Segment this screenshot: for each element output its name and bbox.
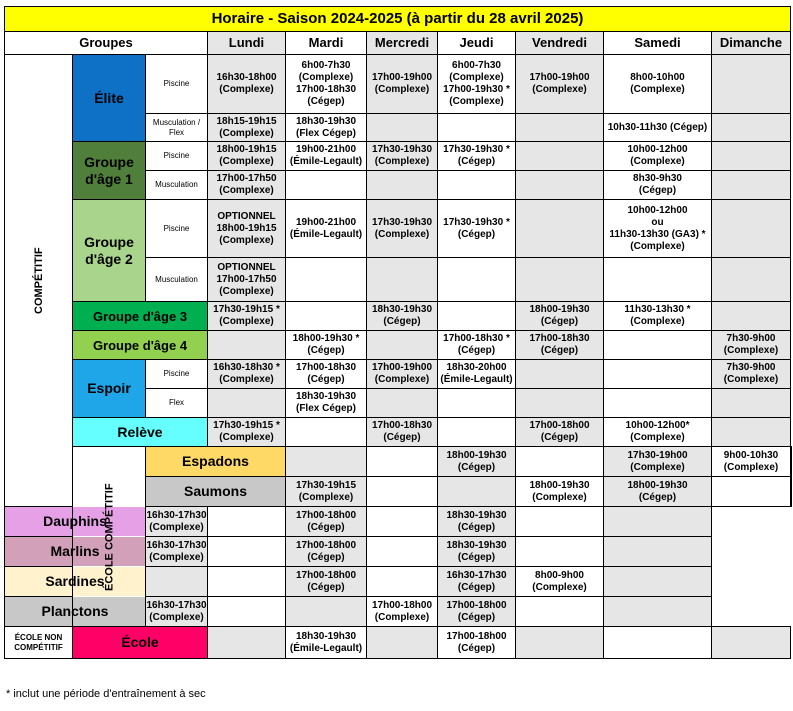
schedule-cell: 10h00-12h00* (Complexe) <box>604 418 712 447</box>
group-elite: Élite <box>73 55 146 142</box>
schedule-cell: 16h30-17h30 (Complexe) <box>146 597 208 627</box>
schedule-cell: 17h30-19h15 * (Complexe) <box>208 302 286 331</box>
schedule-cell: 19h00-21h00 (Émile-Legault) <box>286 200 367 258</box>
schedule-cell <box>604 597 712 627</box>
schedule-cell <box>712 477 791 507</box>
schedule-cell: 17h00-18h30 (Cégep) <box>516 331 604 360</box>
schedule-cell <box>286 418 367 447</box>
group-planctons: Planctons <box>5 597 146 627</box>
schedule-cell: 7h30-9h00 (Complexe) <box>712 360 791 389</box>
schedule-cell <box>367 477 438 507</box>
row-ga1-piscine <box>5 142 792 171</box>
schedule-cell <box>712 200 791 258</box>
subgroup-piscine: Piscine <box>146 200 208 258</box>
schedule-cell <box>712 55 791 114</box>
schedule-cell <box>604 507 712 537</box>
group-dauphins: Dauphins <box>5 507 146 537</box>
schedule-cell: 18h30-19h30 (Cégep) <box>367 302 438 331</box>
schedule-cell: 17h30-19h15 (Complexe) <box>286 477 367 507</box>
schedule-cell: 17h00-19h00 (Complexe) <box>516 55 604 114</box>
schedule-cell: 18h15-19h15 (Complexe) <box>208 114 286 142</box>
schedule-cell <box>367 507 438 537</box>
schedule-cell <box>712 302 791 331</box>
schedule-cell: 8h00-9h00 (Complexe) <box>516 567 604 597</box>
header-day: Jeudi <box>438 32 516 55</box>
schedule-cell: 17h00-18h00 (Cégep) <box>286 567 367 597</box>
schedule-cell <box>208 537 286 567</box>
schedule-cell <box>516 627 604 659</box>
schedule-cell: 18h00-19h30 (Cégep) <box>438 447 516 477</box>
schedule-cell <box>712 114 791 142</box>
schedule-cell <box>516 114 604 142</box>
schedule-cell <box>208 389 286 418</box>
schedule-cell <box>367 627 438 659</box>
schedule-cell: 10h00-12h00 ou 11h30-13h30 (GA3) * (Complexe) <box>604 200 712 258</box>
schedule-cell <box>712 418 791 447</box>
schedule-cell <box>438 418 516 447</box>
row-espadons <box>5 447 792 477</box>
group-age-4: Groupe d'âge 4 <box>73 331 208 360</box>
schedule-cell: 8h30-9h30 (Cégep) <box>604 171 712 200</box>
subgroup-piscine: Piscine <box>146 55 208 114</box>
schedule-cell <box>286 302 367 331</box>
schedule-cell <box>286 447 367 477</box>
row-espoir-piscine <box>5 360 792 389</box>
category-competitif: COMPÉTITIF <box>5 55 73 507</box>
schedule-cell: 18h00-19h30 (Cégep) <box>604 477 712 507</box>
schedule-cell <box>367 389 438 418</box>
group-espoir: Espoir <box>73 360 146 418</box>
schedule-cell <box>604 389 712 418</box>
schedule-cell: 17h00-18h00 (Cégep) <box>286 537 367 567</box>
schedule-cell: 10h00-12h00 (Complexe) <box>604 142 712 171</box>
schedule-cell: 18h00-19h30 (Cégep) <box>516 302 604 331</box>
schedule-cell <box>604 360 712 389</box>
group-espadons: Espadons <box>146 447 286 477</box>
subgroup-musculation: Musculation <box>146 258 208 302</box>
group-age-2: Groupe d'âge 2 <box>73 200 146 302</box>
schedule-cell <box>604 331 712 360</box>
schedule-cell <box>712 171 791 200</box>
schedule-cell <box>516 258 604 302</box>
schedule-cell: 17h30-19h30 (Complexe) <box>367 142 438 171</box>
schedule-cell <box>438 258 516 302</box>
schedule-cell: 18h30-19h30 (Flex Cégep) <box>286 114 367 142</box>
schedule-cell: 17h00-18h00 (Complexe) <box>367 597 438 627</box>
schedule-cell <box>604 258 712 302</box>
schedule-cell <box>516 142 604 171</box>
group-marlins: Marlins <box>5 537 146 567</box>
schedule-cell: 18h30-19h30 (Émile-Legault) <box>286 627 367 659</box>
header-day: Dimanche <box>712 32 791 55</box>
schedule-cell: 16h30-17h30 (Complexe) <box>146 507 208 537</box>
schedule-cell: 16h30-17h30 (Cégep) <box>438 567 516 597</box>
schedule-cell: 16h30-18h30 * (Complexe) <box>208 360 286 389</box>
schedule-cell <box>367 331 438 360</box>
schedule-cell: 17h00-18h30 (Cégep) <box>367 418 438 447</box>
schedule-cell <box>791 477 792 507</box>
row-elite-piscine <box>5 55 792 114</box>
schedule-cell <box>208 627 286 659</box>
schedule-cell: 18h00-19h30 * (Cégep) <box>286 331 367 360</box>
subgroup-piscine: Piscine <box>146 360 208 389</box>
schedule-cell: 10h30-11h30 (Cégep) <box>604 114 712 142</box>
schedule-cell: 7h30-9h00 (Complexe) <box>712 331 791 360</box>
schedule-cell <box>208 597 286 627</box>
schedule-cell <box>516 171 604 200</box>
schedule-cell: 17h30-19h15 * (Complexe) <box>208 418 286 447</box>
schedule-cell <box>438 171 516 200</box>
schedule-cell <box>438 302 516 331</box>
schedule-cell: 17h30-19h30 (Complexe) <box>367 200 438 258</box>
schedule-cell <box>286 597 367 627</box>
schedule-cell <box>516 537 604 567</box>
group-age-3: Groupe d'âge 3 <box>73 302 208 331</box>
row-ecole <box>5 627 792 659</box>
schedule-cell <box>208 331 286 360</box>
schedule-cell: 8h00-10h00 (Complexe) <box>604 55 712 114</box>
schedule-cell: 9h00-10h30 (Complexe) <box>712 447 791 477</box>
schedule-cell: 18h00-19h15 (Complexe) <box>208 142 286 171</box>
schedule-cell <box>604 567 712 597</box>
schedule-cell <box>516 389 604 418</box>
group-releve: Relève <box>73 418 208 447</box>
category-ecole-non-competitif: ÉCOLE NON COMPÉTITIF <box>5 627 73 659</box>
schedule-cell: 16h30-17h30 (Complexe) <box>146 537 208 567</box>
schedule-cell <box>516 447 604 477</box>
schedule-cell <box>367 537 438 567</box>
schedule-cell <box>516 507 604 537</box>
row-releve <box>5 418 792 447</box>
schedule-cell: 17h00-18h00 (Cégep) <box>438 597 516 627</box>
schedule-cell: OPTIONNEL 17h00-17h50 (Complexe) <box>208 258 286 302</box>
schedule-cell: 6h00-7h30 (Complexe) 17h00-18h30 (Cégep) <box>286 55 367 114</box>
header-day: Vendredi <box>516 32 604 55</box>
schedule-cell: 17h00-18h00 (Cégep) <box>438 627 516 659</box>
schedule-cell <box>367 114 438 142</box>
schedule-table <box>4 6 792 659</box>
schedule-cell: 19h00-21h00 (Émile-Legault) <box>286 142 367 171</box>
category-ecole-competitif: ÉCOLE COMPÉTITIF <box>73 447 146 627</box>
schedule-cell: 17h00-18h30 (Cégep) <box>286 360 367 389</box>
schedule-cell: 17h00-17h50 (Complexe) <box>208 171 286 200</box>
schedule-cell <box>712 142 791 171</box>
schedule-cell <box>286 258 367 302</box>
schedule-cell: 17h30-19h00 (Complexe) <box>604 447 712 477</box>
schedule-cell <box>146 567 208 597</box>
header-groups: Groupes <box>5 32 208 55</box>
schedule-cell: 17h00-19h00 (Complexe) <box>367 360 438 389</box>
header-day: Mercredi <box>367 32 438 55</box>
schedule-cell <box>516 360 604 389</box>
footnote: * inclut une période d'entraînement à sec <box>6 688 206 700</box>
schedule-cell: 17h00-19h00 (Complexe) <box>367 55 438 114</box>
schedule-cell <box>208 567 286 597</box>
schedule-cell <box>516 597 604 627</box>
schedule-cell <box>516 200 604 258</box>
row-ga4 <box>5 331 792 360</box>
group-ecole: École <box>73 627 208 659</box>
schedule-cell <box>367 171 438 200</box>
subgroup-flex: Flex <box>146 389 208 418</box>
row-ga3 <box>5 302 792 331</box>
schedule-cell <box>208 507 286 537</box>
group-sardines: Sardines <box>5 567 146 597</box>
schedule-cell: 18h30-20h00 (Émile-Legault) <box>438 360 516 389</box>
schedule-cell <box>367 258 438 302</box>
schedule-cell: 11h30-13h30 * (Complexe) <box>604 302 712 331</box>
row-ga2-piscine <box>5 200 792 258</box>
schedule-cell <box>438 389 516 418</box>
schedule-cell: 18h30-19h30 (Cégep) <box>438 537 516 567</box>
schedule-cell: OPTIONNEL 18h00-19h15 (Complexe) <box>208 200 286 258</box>
group-age-1: Groupe d'âge 1 <box>73 142 146 200</box>
schedule-cell <box>438 477 516 507</box>
schedule-cell: 18h30-19h30 (Cégep) <box>438 507 516 537</box>
schedule-title: Horaire - Saison 2024-2025 (à partir du 28 avril 2025) <box>5 7 791 32</box>
schedule-cell: 17h00-18h30 * (Cégep) <box>438 331 516 360</box>
schedule-cell: 17h00-18h00 (Cégep) <box>516 418 604 447</box>
subgroup-piscine: Piscine <box>146 142 208 171</box>
schedule-cell <box>712 627 791 659</box>
schedule-cell <box>712 258 791 302</box>
schedule-cell <box>604 627 712 659</box>
subgroup-musculation-flex: Musculation / Flex <box>146 114 208 142</box>
schedule-cell: 16h30-18h00 (Complexe) <box>208 55 286 114</box>
schedule-cell <box>438 114 516 142</box>
subgroup-musculation: Musculation <box>146 171 208 200</box>
schedule-cell <box>367 447 438 477</box>
schedule-cell <box>791 447 792 477</box>
schedule-cell: 6h00-7h30 (Complexe) 17h00-19h30 * (Complexe) <box>438 55 516 114</box>
group-saumons: Saumons <box>146 477 286 507</box>
schedule-cell: 17h00-18h00 (Cégep) <box>286 507 367 537</box>
header-day: Lundi <box>208 32 286 55</box>
schedule-cell: 17h30-19h30 * (Cégep) <box>438 200 516 258</box>
schedule-cell: 18h30-19h30 (Flex Cégep) <box>286 389 367 418</box>
header-day: Samedi <box>604 32 712 55</box>
schedule-cell: 18h00-19h30 (Complexe) <box>516 477 604 507</box>
header-day: Mardi <box>286 32 367 55</box>
schedule-cell <box>367 567 438 597</box>
schedule-cell: 17h30-19h30 * (Cégep) <box>438 142 516 171</box>
schedule-cell <box>286 171 367 200</box>
schedule-cell <box>604 537 712 567</box>
schedule-cell <box>712 389 791 418</box>
